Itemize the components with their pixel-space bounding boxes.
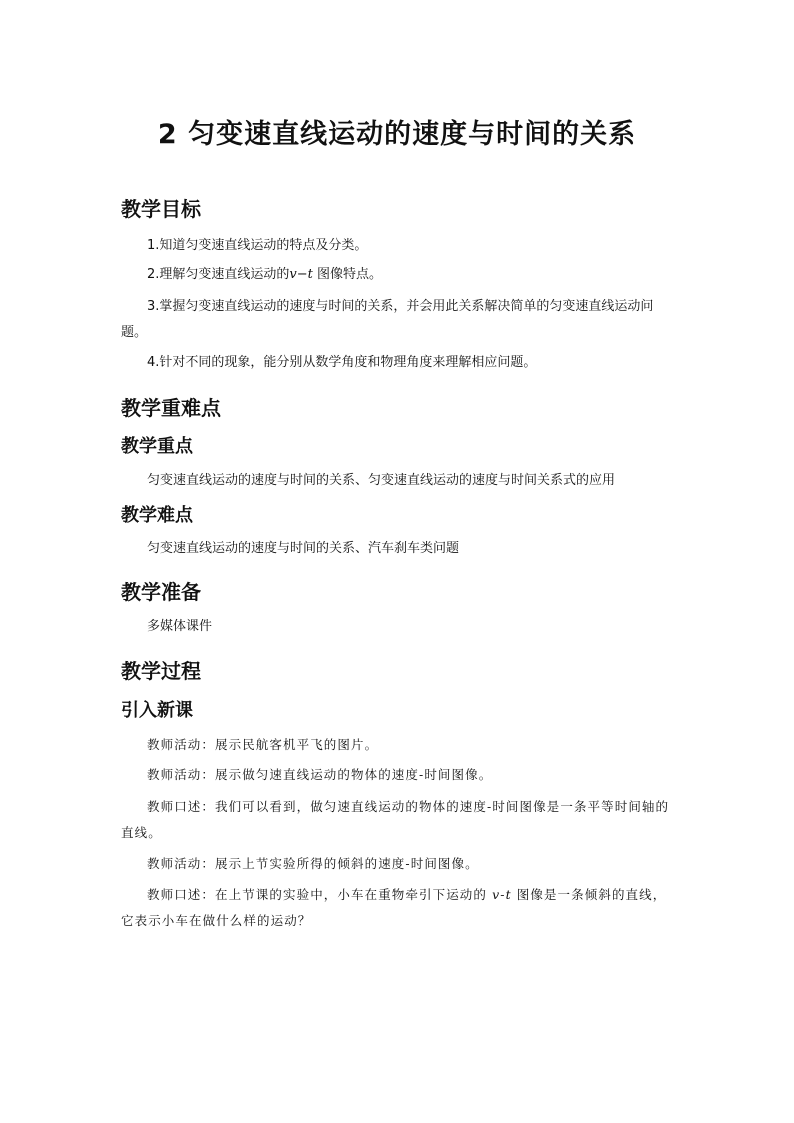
intro-heading: 引入新课 (121, 700, 193, 721)
prep-text: 多媒体课件 (147, 619, 213, 634)
process-heading: 教学过程 (121, 659, 201, 683)
goal-item-4: 4.针对不同的现象，能分别从数学角度和物理角度来理解相应问题。 (147, 355, 537, 370)
goal-item-2-prefix: 2.理解匀变速直线运动的 (147, 267, 290, 282)
goals-heading: 教学目标 (121, 197, 201, 221)
goal-item-2-suffix: 图像特点。 (312, 267, 383, 282)
focus-heading: 教学重点 (121, 436, 193, 457)
page-title: 2 匀变速直线运动的速度与时间的关系 (157, 119, 637, 150)
focus-text: 匀变速直线运动的速度与时间的关系、匀变速直线运动的速度与时间关系式的应用 (147, 473, 616, 488)
intro-paragraph-2: 教师活动：展示做匀速直线运动的物体的速度-时间图像。 (147, 767, 493, 782)
intro-paragraph-4: 教师活动：展示上节实验所得的倾斜的速度-时间图像。 (147, 856, 479, 871)
goal-item-1: 1.知道匀变速直线运动的特点及分类。 (147, 238, 368, 253)
key-points-heading: 教学重难点 (121, 396, 221, 420)
goal-item-2 (121, 262, 677, 288)
intro-paragraph-5 (121, 882, 677, 934)
intro-paragraph-1: 教师活动：展示民航客机平飞的图片。 (147, 737, 379, 752)
intro-paragraph-5-suffix: 图像是一条倾斜的直线，它表示小车在做什么样的运动？ (121, 887, 667, 928)
difficulty-heading: 教学难点 (121, 505, 193, 526)
goal-item-3: 3.掌握匀变速直线运动的速度与时间的关系，并会用此关系解决简单的匀变速直线运动问题。 (121, 299, 654, 340)
intro-paragraph-3: 教师口述：我们可以看到，做匀速直线运动的物体的速度-时间图像是一条平等时间轴的直线。 (121, 799, 670, 840)
goal-item-2-math: v−t (289, 267, 313, 282)
intro-paragraph-5-prefix: 教师口述：在上节课的实验中，小车在重物牵引下运动的 (147, 887, 493, 902)
intro-paragraph-5-math: v-t (492, 887, 512, 902)
prep-heading: 教学准备 (121, 580, 201, 604)
difficulty-text: 匀变速直线运动的速度与时间的关系、汽车刹车类问题 (147, 541, 460, 556)
